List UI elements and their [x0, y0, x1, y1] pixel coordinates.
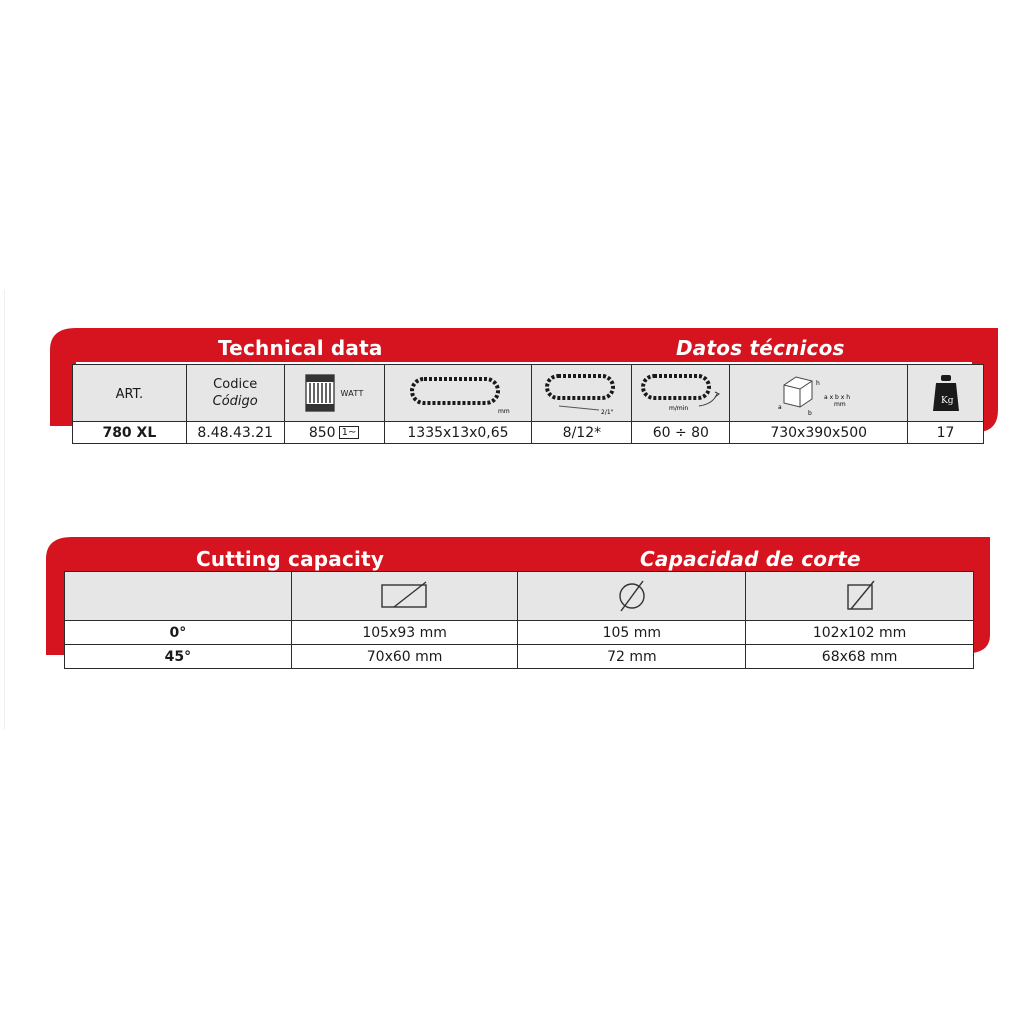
- teeth-unit-text: 2/1": [600, 409, 614, 416]
- weight-header: [908, 365, 984, 422]
- watt-value: 850: [308, 424, 336, 441]
- cutting-capacity-section: [46, 537, 990, 673]
- watt-value-cell: [284, 422, 384, 444]
- blade-size-header: [384, 365, 532, 422]
- cutting-capacity-title-es: Capacidad de corte: [640, 547, 861, 571]
- box-dimensions-icon: [764, 369, 874, 417]
- technical-data-value-row: [73, 422, 984, 444]
- teeth-value: 8/12*: [532, 422, 632, 444]
- blade-loop-icon: [402, 371, 514, 415]
- angle-0-square-value: 102x102 mm: [746, 621, 974, 645]
- svg-text:b: b: [807, 410, 812, 417]
- blade-teeth-icon: [541, 370, 623, 416]
- speed-value: 60 ÷ 80: [632, 422, 730, 444]
- rect-header: [291, 572, 518, 621]
- cutting-capacity-title-en: Cutting capacity: [196, 547, 385, 571]
- phase-badge: 1~: [339, 426, 360, 439]
- blade-value: 1335x13x0,65: [384, 422, 532, 444]
- motor-icon: [305, 374, 335, 412]
- page-edge-line: [4, 290, 5, 730]
- cutting-capacity-header-row: [65, 572, 974, 621]
- angle-45-round-value: 72 mm: [518, 645, 746, 669]
- dims-formula-text: a x b x h: [823, 394, 850, 401]
- angle-0-label: 0°: [65, 621, 292, 645]
- svg-text:a: a: [777, 404, 782, 411]
- weight-icon: [931, 373, 961, 413]
- svg-text:h: h: [815, 380, 820, 387]
- angle-0-round-value: 105 mm: [518, 621, 746, 645]
- technical-data-header-row: [73, 365, 984, 422]
- technical-data-section: [50, 326, 998, 452]
- angle-45-rect-value: 70x60 mm: [291, 645, 518, 669]
- technical-data-table: [72, 364, 984, 444]
- square-section-icon: [843, 579, 877, 613]
- art-header-label: ART.: [115, 387, 144, 402]
- rectangle-section-icon: [380, 581, 430, 611]
- square-header: [746, 572, 974, 621]
- watt-header: [284, 365, 384, 422]
- codigo-label: Código: [212, 394, 258, 409]
- round-section-icon: [615, 579, 649, 613]
- blade-unit-text: mm: [497, 408, 510, 415]
- watt-label: WATT: [340, 388, 364, 398]
- dimensions-header: [730, 365, 908, 422]
- technical-data-title-es: Datos técnicos: [676, 336, 845, 360]
- code-value: 8.48.43.21: [186, 422, 284, 444]
- dims-unit-text: mm: [833, 401, 846, 408]
- round-header: [518, 572, 746, 621]
- technical-data-title-en: Technical data: [218, 336, 383, 360]
- speed-unit-text: m/min: [668, 405, 689, 412]
- angle-45-square-value: 68x68 mm: [746, 645, 974, 669]
- weight-value: 17: [908, 422, 984, 444]
- weight-label: Kg: [940, 396, 954, 406]
- cutting-capacity-table: [64, 571, 974, 669]
- cutting-capacity-row: [65, 645, 974, 669]
- code-header: [186, 365, 284, 422]
- angle-45-label: 45°: [65, 645, 292, 669]
- art-value: 780 XL: [73, 422, 187, 444]
- codice-label: Codice: [213, 377, 258, 392]
- art-header: [73, 365, 187, 422]
- speed-header: [632, 365, 730, 422]
- cutting-capacity-row: [65, 621, 974, 645]
- teeth-header: [532, 365, 632, 422]
- dimensions-value: 730x390x500: [730, 422, 908, 444]
- blade-speed-icon: [639, 370, 723, 416]
- angle-header: [65, 572, 292, 621]
- angle-0-rect-value: 105x93 mm: [291, 621, 518, 645]
